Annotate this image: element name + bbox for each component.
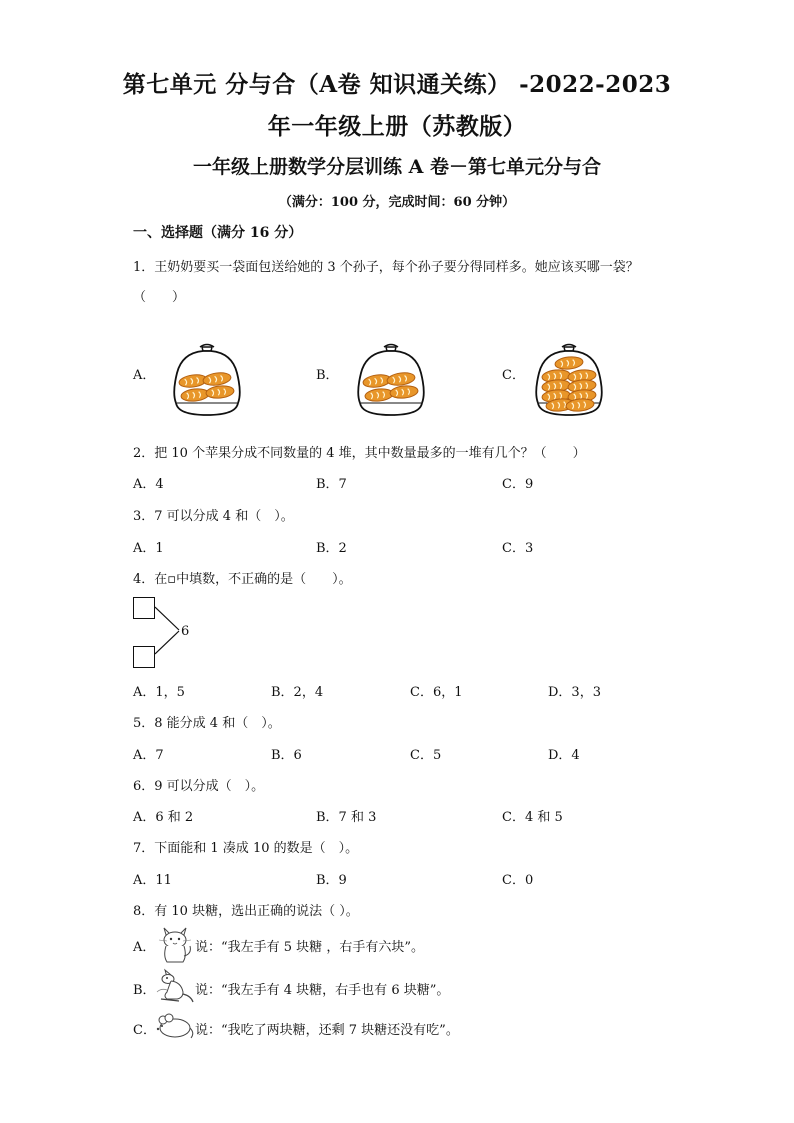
kangaroo-icon bbox=[153, 966, 195, 1004]
q5-option-a: A．7 bbox=[133, 748, 164, 763]
bread-bag-a bbox=[168, 333, 246, 417]
q7-option-a: A．11 bbox=[133, 873, 172, 888]
title-line-2: 年一年级上册（苏教版） bbox=[267, 113, 527, 140]
q8-option-b-letter: B． bbox=[133, 983, 156, 998]
q6-option-b: B．7 和 3 bbox=[316, 810, 377, 825]
q4-stem: 4．在▫中填数，不正确的是（ ）。 bbox=[133, 572, 352, 587]
q8-option-c-letter: C． bbox=[133, 1023, 156, 1038]
bread-bag-b bbox=[352, 333, 430, 417]
q6-stem: 6．9 可以分成（ ）。 bbox=[133, 779, 265, 794]
q8-option-a-letter: A． bbox=[133, 940, 156, 955]
q6-option-c: C．4 和 5 bbox=[502, 810, 563, 825]
q4-total-number: 6 bbox=[181, 624, 190, 639]
q1-stem: 1．王奶奶要买一袋面包送给她的 3 个孙子，每个孙子要分得同样多。她应该买哪一袋？ bbox=[133, 260, 639, 275]
q4-option-a: A．1，5 bbox=[133, 685, 185, 700]
section-choice-heading: 一、选择题（满分 16 分） bbox=[133, 225, 303, 241]
q8-option-a-text: 说：“我左手有 5 块糖 ，右手有六块”。 bbox=[195, 940, 424, 955]
q4-option-b: B．2，4 bbox=[271, 685, 324, 700]
q7-option-b: B．9 bbox=[316, 873, 347, 888]
q2-option-b: B．7 bbox=[316, 477, 347, 492]
mouse-icon bbox=[153, 1011, 195, 1041]
cat-icon bbox=[155, 922, 195, 964]
q4-option-c: C．6，1 bbox=[410, 685, 463, 700]
title-line-1: 第七单元 分与合（A卷 知识通关练） -2022-2023 bbox=[122, 71, 672, 98]
q1-option-a-label: A． bbox=[133, 368, 156, 383]
q3-stem: 3．7 可以分成 4 和（ ）。 bbox=[133, 509, 294, 524]
q3-option-c: C．3 bbox=[502, 541, 534, 556]
score-time-note: （满分：100 分，完成时间：60 分钟） bbox=[278, 195, 516, 210]
q7-stem: 7．下面能和 1 凑成 10 的数是（ ）。 bbox=[133, 841, 359, 856]
q8-option-c-text: 说：“我吃了两块糖，还剩 7 块糖还没有吃”。 bbox=[195, 1023, 459, 1038]
q6-option-a: A．6 和 2 bbox=[133, 810, 194, 825]
q3-option-a: A．1 bbox=[133, 541, 164, 556]
bread-bag-c bbox=[530, 333, 608, 417]
q3-option-b: B．2 bbox=[316, 541, 347, 556]
q2-stem: 2．把 10 个苹果分成不同数量的 4 堆，其中数量最多的一堆有几个？（ ） bbox=[133, 446, 586, 461]
q5-option-c: C．5 bbox=[410, 748, 442, 763]
q4-top-box bbox=[133, 597, 155, 619]
subtitle: 一年级上册数学分层训练 A 卷－第七单元分与合 bbox=[193, 156, 601, 178]
q5-option-d: D．4 bbox=[548, 748, 580, 763]
q8-option-b-text: 说：“我左手有 4 块糖，右手也有 6 块糖”。 bbox=[195, 983, 450, 998]
q1-blank: （ ） bbox=[133, 290, 186, 305]
q2-option-a: A．4 bbox=[133, 477, 164, 492]
q4-bottom-box bbox=[133, 646, 155, 668]
q1-option-b-label: B． bbox=[316, 368, 339, 383]
q5-option-b: B．6 bbox=[271, 748, 302, 763]
q2-option-c: C．9 bbox=[502, 477, 534, 492]
q8-stem: 8．有 10 块糖，选出正确的说法（ ）。 bbox=[133, 904, 359, 919]
q4-option-d: D．3，3 bbox=[548, 685, 601, 700]
q5-stem: 5．8 能分成 4 和（ ）。 bbox=[133, 716, 281, 731]
q1-option-c-label: C． bbox=[502, 368, 525, 383]
q7-option-c: C．0 bbox=[502, 873, 534, 888]
